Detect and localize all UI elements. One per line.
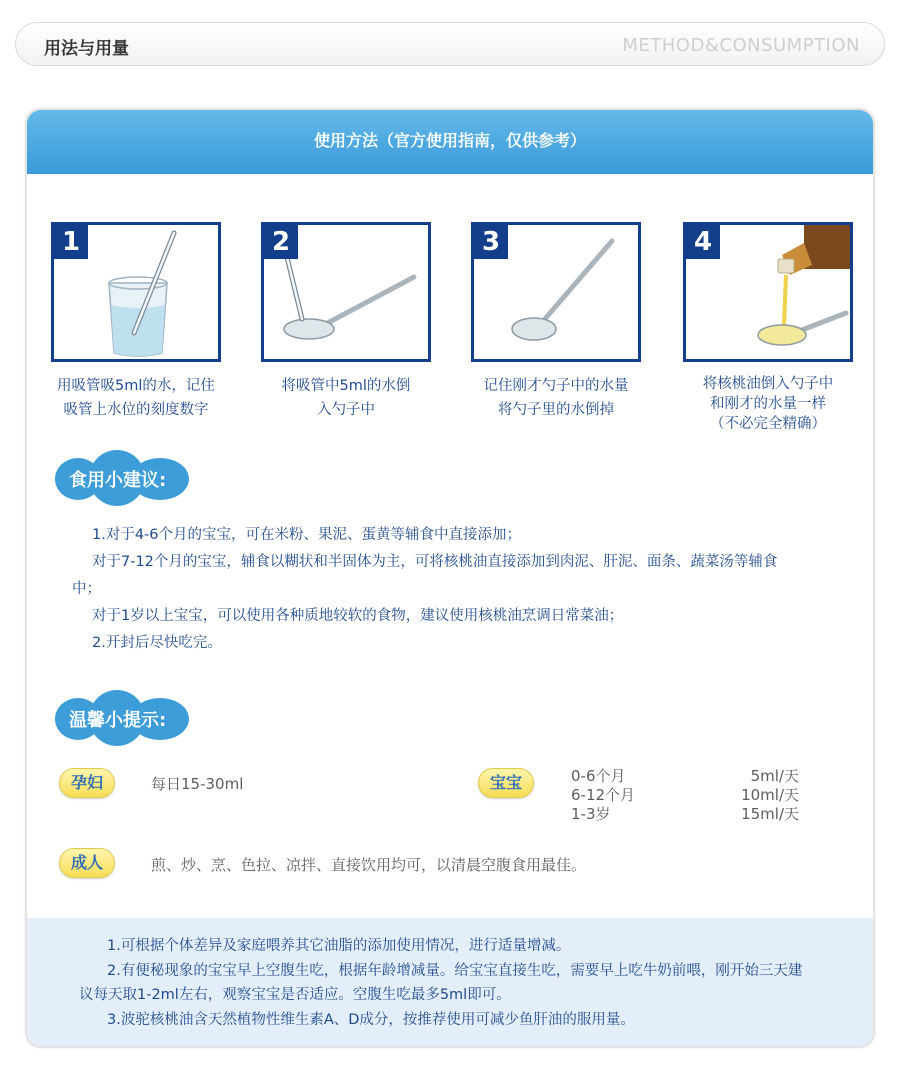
- baby-amount: 15ml/天: [741, 805, 799, 823]
- note-line: 2.有便秘现象的宝宝早上空腹生吃，根据年龄增减量。给宝宝直接生吃，需要早上吃牛奶前喂，刚开始三天建: [107, 962, 803, 979]
- caption-line: 将吸管中5ml的水倒: [281, 378, 411, 394]
- step-2: [261, 222, 431, 422]
- baby-age: 6-12个月: [571, 786, 636, 804]
- baby-badge: 宝宝: [478, 768, 534, 798]
- step-number: 2: [264, 225, 298, 259]
- notes-panel: [27, 918, 873, 1046]
- caption-line: 和刚才的水量一样: [710, 396, 826, 412]
- note-line: 3.波驼核桃油含天然植物性维生素A、D成分，按推荐使用可减少鱼肝油的服用量。: [107, 1011, 635, 1028]
- baby-amount-list: [707, 767, 799, 824]
- card-title: 使用方法（官方使用指南，仅供参考）: [27, 110, 873, 174]
- baby-age-list: [571, 767, 635, 824]
- suggestion-line: 中；: [72, 581, 101, 597]
- suggestion-line: 对于7-12个月的宝宝，辅食以糊状和半固体为主，可将核桃油直接添加到肉泥、肝泥、面条、蔬菜汤等辅食: [92, 554, 778, 570]
- step-3-image: [471, 222, 641, 362]
- step-4-image: [683, 222, 853, 362]
- reminders-title-badge: [55, 690, 195, 746]
- pregnant-dosage: 每日15-30ml: [151, 775, 244, 793]
- baby-amount: 5ml/天: [750, 767, 799, 785]
- section-title: 用法与用量: [44, 39, 129, 59]
- step-number: 1: [54, 225, 88, 259]
- step-4-caption: [668, 374, 868, 434]
- caption-line: 记住刚才勺子中的水量: [483, 378, 629, 394]
- note-line: 议每天取1-2ml左右，观察宝宝是否适应。空腹生吃最多5ml即可。: [79, 987, 511, 1003]
- step-2-caption: [246, 374, 446, 422]
- reminders-title: 温馨小提示:: [69, 710, 167, 731]
- step-4: [683, 222, 853, 434]
- suggestions-title: 食用小建议:: [69, 470, 167, 491]
- caption-line: 将勺子里的水倒掉: [498, 402, 614, 418]
- suggestion-line: 1.对于4-6个月的宝宝，可在米粉、果泥、蛋黄等辅食中直接添加；: [92, 527, 522, 543]
- baby-age: 1-3岁: [571, 805, 611, 823]
- caption-line: （不必完全精确）: [710, 416, 826, 432]
- step-number: 3: [474, 225, 508, 259]
- section-header: [15, 22, 885, 66]
- suggestion-line: 2.开封后尽快吃完。: [92, 635, 222, 651]
- step-3: [471, 222, 641, 422]
- step-number: 4: [686, 225, 720, 259]
- caption-line: 吸管上水位的刻度数字: [63, 402, 209, 418]
- caption-line: 入勺子中: [317, 402, 375, 418]
- suggestion-line: 对于1岁以上宝宝，可以使用各种质地较软的食物，建议使用核桃油烹调日常菜油；: [92, 608, 624, 624]
- step-1-image: [51, 222, 221, 362]
- suggestions-list: [72, 522, 842, 657]
- step-1-caption: [36, 374, 236, 422]
- step-1: [51, 222, 221, 422]
- step-3-caption: [456, 374, 656, 422]
- step-2-image: [261, 222, 431, 362]
- pregnant-badge: 孕妇: [59, 768, 115, 798]
- section-subtitle-en: METHOD&CONSUMPTION: [622, 35, 860, 56]
- note-line: 1.可根据个体差异及家庭喂养其它油脂的添加使用情况，进行适量增减。: [107, 938, 571, 954]
- suggestions-title-badge: [55, 450, 195, 506]
- caption-line: 用吸管吸5ml的水，记住: [57, 378, 215, 394]
- baby-age: 0-6个月: [571, 767, 626, 785]
- baby-amount: 10ml/天: [741, 786, 799, 804]
- adult-badge: 成人: [59, 848, 115, 878]
- caption-line: 将核桃油倒入勺子中: [702, 376, 834, 392]
- usage-card: [25, 108, 875, 1048]
- adult-usage: 煎、炒、烹、色拉、凉拌、直接饮用均可，以清晨空腹食用最佳。: [151, 856, 587, 874]
